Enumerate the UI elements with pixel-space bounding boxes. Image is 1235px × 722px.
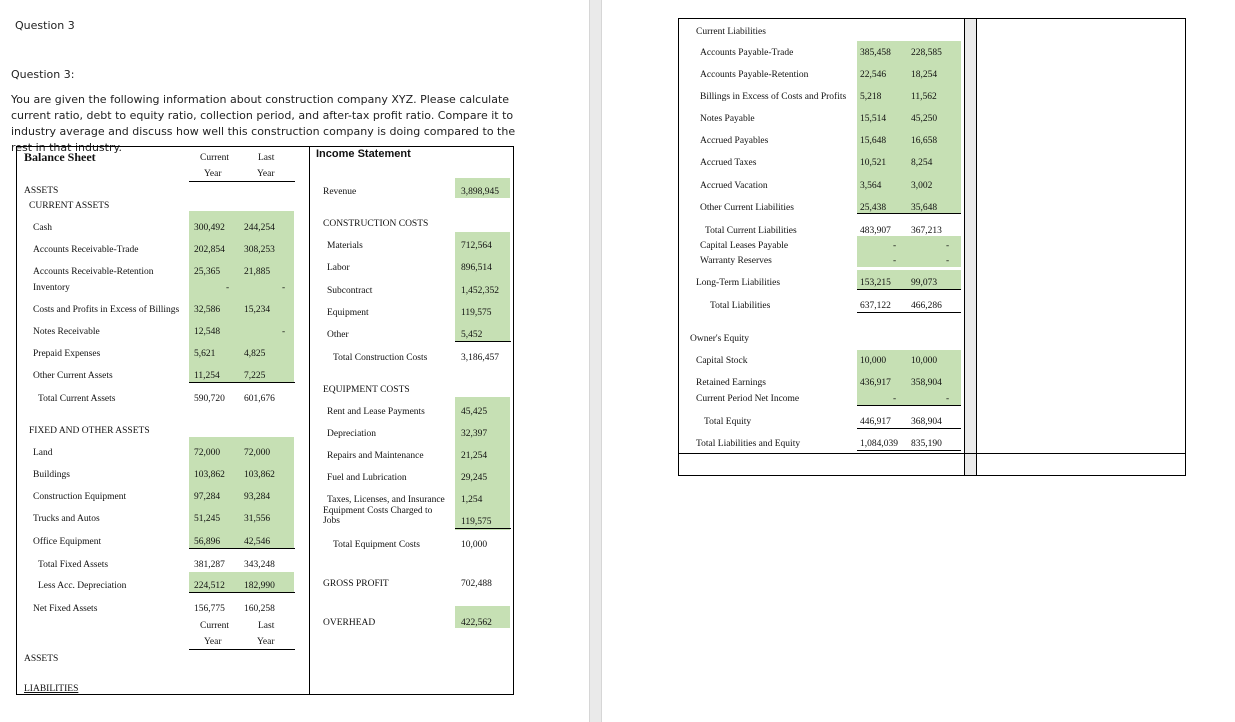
revenue-label: Revenue — [323, 187, 357, 197]
total-liabilities-last: 466,286 — [911, 301, 942, 311]
row-label: Trucks and Autos — [33, 514, 100, 524]
cost-value: 119,575 — [461, 517, 492, 527]
row-last: 103,862 — [244, 470, 275, 480]
question-label: Question 3: — [11, 68, 75, 81]
header-rule — [189, 649, 295, 650]
subtotal-rule — [857, 213, 961, 214]
cost-label: Depreciation — [327, 429, 377, 439]
liab-label: Billings in Excess of Costs and Profits — [700, 92, 847, 102]
row-current: 103,862 — [194, 470, 225, 480]
page-header: Question 3 — [15, 19, 75, 32]
row-last: 31,556 — [244, 514, 271, 524]
total-fixed-last: 343,248 — [244, 560, 275, 570]
total-current-assets-current: 590,720 — [194, 394, 225, 404]
col-last-1: Last — [258, 621, 275, 631]
total-equity-label: Total Equity — [704, 417, 752, 427]
cost-label: Materials — [327, 241, 363, 251]
liab-last: 228,585 — [911, 48, 942, 58]
total-equipment-label: Total Equipment Costs — [333, 540, 420, 550]
page-gap — [589, 0, 602, 722]
capital-stock-current: 10,000 — [860, 356, 887, 366]
row-current: 32,586 — [194, 305, 221, 315]
subtotal-rule — [189, 548, 295, 549]
subtotal-rule — [189, 592, 295, 593]
subtotal-rule — [455, 528, 511, 529]
liab-current: 15,514 — [860, 114, 887, 124]
row-current: 72,000 — [194, 448, 221, 458]
row-current: 97,284 — [194, 492, 221, 502]
subtotal-rule — [455, 341, 511, 342]
retained-current: 436,917 — [860, 378, 891, 388]
cost-value: 1,452,352 — [461, 286, 499, 296]
less-dep-last: 182,990 — [244, 581, 275, 591]
total-equipment-value: 10,000 — [461, 540, 488, 550]
cost-value: 5,452 — [461, 330, 483, 340]
row-last: - — [282, 327, 286, 337]
liab-last: 3,002 — [911, 181, 933, 191]
liab-current: 22,546 — [860, 70, 887, 80]
warranty-label: Warranty Reserves — [700, 256, 772, 266]
long-term-current: 153,215 — [860, 278, 891, 288]
col-current-1: Current — [200, 153, 230, 163]
liab-current: 5,218 — [860, 92, 882, 102]
row-current: 202,854 — [194, 245, 225, 255]
row-label: Office Equipment — [33, 537, 102, 547]
row-label: Other Current Assets — [33, 371, 113, 381]
liab-current: 15,648 — [860, 136, 887, 146]
total-fixed-current: 381,287 — [194, 560, 225, 570]
cost-label: Other — [327, 330, 349, 340]
retained-last: 358,904 — [911, 378, 942, 388]
cost-label: Equipment Costs Charged to Jobs — [323, 506, 433, 526]
row-last: 15,234 — [244, 305, 271, 315]
liab-label: Other Current Liabilities — [700, 203, 794, 213]
col-last-2: Year — [257, 637, 275, 647]
subtotal-rule — [189, 382, 295, 383]
liab-current: 3,564 — [860, 181, 882, 191]
subtotal-rule — [857, 289, 961, 290]
cost-label: Subcontract — [327, 286, 373, 296]
liab-label: Accounts Payable-Trade — [700, 48, 794, 58]
overhead-value: 422,562 — [461, 618, 492, 628]
total-construction-value: 3,186,457 — [461, 353, 499, 363]
row-label: Accounts Receivable-Trade — [33, 245, 139, 255]
liab-label: Notes Payable — [700, 114, 755, 124]
total-current-liab-last: 367,213 — [911, 226, 942, 236]
assets-label: ASSETS — [24, 186, 59, 196]
income-statement-title: Income Statement — [316, 148, 411, 160]
liab-last: 35,648 — [911, 203, 938, 213]
current-period-label: Current Period Net Income — [696, 394, 800, 404]
subtotal-rule — [857, 405, 961, 406]
divider-column — [965, 19, 976, 475]
cost-label: Fuel and Lubrication — [327, 473, 407, 483]
row-label: Accounts Receivable-Retention — [33, 267, 154, 277]
subtotal-rule — [857, 312, 961, 313]
row-label: Notes Receivable — [33, 327, 100, 337]
row-label: Land — [33, 448, 53, 458]
capital-stock-label: Capital Stock — [696, 356, 748, 366]
assets-footer: ASSETS — [24, 654, 59, 664]
subtotal-rule — [857, 428, 961, 429]
cost-value: 896,514 — [461, 263, 492, 273]
row-current: 300,492 — [194, 223, 225, 233]
row-label: Cash — [33, 223, 52, 233]
total-equity-current: 446,917 — [860, 417, 891, 427]
row-current: 25,365 — [194, 267, 221, 277]
fixed-assets-label: FIXED AND OTHER ASSETS — [29, 426, 150, 436]
cost-value: 32,397 — [461, 429, 488, 439]
total-current-liab-label: Total Current Liabilities — [705, 226, 797, 236]
current-period-current: - — [893, 394, 897, 404]
row-last: 72,000 — [244, 448, 271, 458]
gross-profit-label: GROSS PROFIT — [323, 579, 389, 589]
row-last: 7,225 — [244, 371, 266, 381]
net-fixed-label: Net Fixed Assets — [33, 604, 98, 614]
current-liabilities-title: Current Liabilities — [696, 27, 766, 37]
total-fixed-label: Total Fixed Assets — [38, 560, 109, 570]
cost-value: 29,245 — [461, 473, 488, 483]
row-current: 51,245 — [194, 514, 221, 524]
capital-stock-last: 10,000 — [911, 356, 938, 366]
liab-current: 25,438 — [860, 203, 887, 213]
row-last: 93,284 — [244, 492, 271, 502]
liab-last: 16,658 — [911, 136, 938, 146]
liab-last: 18,254 — [911, 70, 938, 80]
cost-label: Repairs and Maintenance — [327, 451, 424, 461]
total-current-assets-label: Total Current Assets — [38, 394, 116, 404]
row-label: Costs and Profits in Excess of Billings — [33, 305, 180, 315]
col-current-2: Year — [204, 169, 222, 179]
retained-label: Retained Earnings — [696, 378, 766, 388]
row-last: 244,254 — [244, 223, 275, 233]
capital-leases-label: Capital Leases Payable — [700, 241, 789, 251]
table-bottom-rule — [678, 453, 1186, 454]
balance-sheet-title: Balance Sheet — [24, 150, 96, 164]
long-term-last: 99,073 — [911, 278, 938, 288]
equipment-costs-label: EQUIPMENT COSTS — [323, 385, 410, 395]
liab-last: 11,562 — [911, 92, 937, 102]
cost-label: Equipment — [327, 308, 369, 318]
row-current: 12,548 — [194, 327, 221, 337]
cost-label: Rent and Lease Payments — [327, 407, 425, 417]
cost-value: 21,254 — [461, 451, 488, 461]
table-divider — [976, 18, 977, 476]
total-construction-label: Total Construction Costs — [333, 353, 428, 363]
less-dep-label: Less Acc. Depreciation — [38, 581, 127, 591]
cost-label: Labor — [327, 263, 350, 273]
row-last: - — [282, 283, 286, 293]
liab-label: Accrued Vacation — [700, 181, 768, 191]
cost-value: 1,254 — [461, 495, 483, 505]
liab-last: 45,250 — [911, 114, 938, 124]
cost-label: Taxes, Licenses, and Insurance — [327, 495, 445, 505]
header-rule — [189, 181, 295, 182]
owners-equity-label: Owner's Equity — [690, 334, 749, 344]
row-label: Prepaid Expenses — [33, 349, 101, 359]
liab-current: 10,521 — [860, 158, 887, 168]
total-liabilities-label: Total Liabilities — [710, 301, 771, 311]
row-current: - — [226, 283, 230, 293]
liabilities-footer: LIABILITIES — [24, 684, 79, 694]
current-period-last: - — [946, 394, 950, 404]
revenue-value: 3,898,945 — [461, 187, 499, 197]
row-current: 5,621 — [194, 349, 216, 359]
col-last-2: Year — [257, 169, 275, 179]
row-label: Construction Equipment — [33, 492, 127, 502]
cost-value: 45,425 — [461, 407, 488, 417]
subtotal-rule — [857, 450, 961, 451]
row-current: 56,896 — [194, 537, 221, 547]
overhead-label: OVERHEAD — [323, 618, 376, 628]
row-last: 21,885 — [244, 267, 271, 277]
col-current-1: Current — [200, 621, 230, 631]
capital-leases-last: - — [946, 241, 950, 251]
row-label: Inventory — [33, 283, 70, 293]
cost-value: 712,564 — [461, 241, 492, 251]
net-fixed-current: 156,775 — [194, 604, 225, 614]
liab-current: 385,458 — [860, 48, 891, 58]
col-current-2: Year — [204, 637, 222, 647]
long-term-label: Long-Term Liabilities — [696, 278, 781, 288]
warranty-last: - — [946, 256, 950, 266]
liab-label: Accrued Payables — [700, 136, 769, 146]
question-text: You are given the following information about construction company XYZ. Please calculate current ratio, debt to equity ratio, collection period, and after-tax profit ratio. Compare it to industry average and discuss how well this construction company is doing compared to the rest in that industry. — [11, 93, 516, 154]
current-assets-label: CURRENT ASSETS — [29, 201, 110, 211]
gross-profit-value: 702,488 — [461, 579, 492, 589]
total-liabilities-current: 637,122 — [860, 301, 891, 311]
warranty-current: - — [893, 256, 897, 266]
table-divider — [309, 146, 310, 695]
row-label: Buildings — [33, 470, 70, 480]
total-current-liab-current: 483,907 — [860, 226, 891, 236]
row-last: 4,825 — [244, 349, 266, 359]
row-current: 11,254 — [194, 371, 220, 381]
liab-label: Accrued Taxes — [700, 158, 757, 168]
cost-value: 119,575 — [461, 308, 492, 318]
total-liab-equity-current: 1,084,039 — [860, 439, 898, 449]
less-dep-current: 224,512 — [194, 581, 225, 591]
row-last: 308,253 — [244, 245, 275, 255]
capital-leases-current: - — [893, 241, 897, 251]
total-liab-equity-last: 835,190 — [911, 439, 942, 449]
total-current-assets-last: 601,676 — [244, 394, 275, 404]
construction-costs-label: CONSTRUCTION COSTS — [323, 219, 429, 229]
liab-label: Accounts Payable-Retention — [700, 70, 809, 80]
total-equity-last: 368,904 — [911, 417, 942, 427]
liab-last: 8,254 — [911, 158, 933, 168]
total-liab-equity-label: Total Liabilities and Equity — [696, 439, 801, 449]
net-fixed-last: 160,258 — [244, 604, 275, 614]
col-last-1: Last — [258, 153, 275, 163]
row-last: 42,546 — [244, 537, 271, 547]
